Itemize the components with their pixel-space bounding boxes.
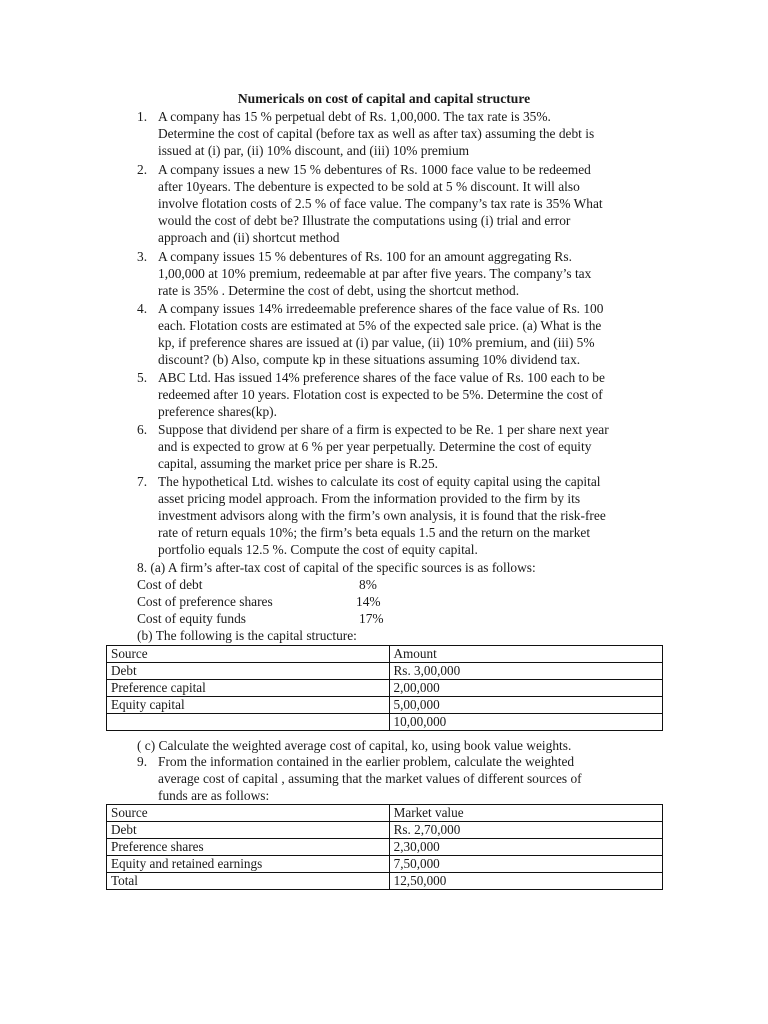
table-row — [107, 680, 663, 697]
question-8-b-text: (b) The following is the capital structure: — [137, 628, 357, 643]
question-9-line-2: average cost of capital , assuming that the market values of different sources of — [158, 771, 582, 786]
table-cell: 5,00,000 — [389, 697, 662, 714]
table-cell: 12,50,000 — [389, 873, 662, 890]
table-cell: Debt — [107, 822, 390, 839]
question-6-line-3: capital, assuming the market price per share is R.25. — [158, 456, 439, 471]
question-2-line-2: after 10years. The debenture is expected to be sold at 5 % discount. It will also — [158, 179, 580, 194]
question-5-number: 5. — [137, 370, 148, 385]
table-header-cell: Source — [107, 805, 390, 822]
question-2-line-4: would the cost of debt be? Illustrate the computations using (i) trial and error — [158, 213, 571, 228]
table-cell: 2,00,000 — [389, 680, 662, 697]
question-1-line-2: Determine the cost of capital (before tax as well as after tax) assuming the debt is — [158, 126, 595, 141]
question-7-line-4: rate of return equals 10%; the firm’s beta equals 1.5 and the return on the market — [158, 525, 591, 540]
table-header-cell: Market value — [389, 805, 662, 822]
question-5-line-3: preference shares(kp). — [158, 404, 277, 419]
cost-of-preference-value: 14% — [356, 594, 381, 609]
question-3-line-1: A company issues 15 % debentures of Rs. 100 for an amount aggregating Rs. — [158, 249, 572, 264]
document-title: Numericals on cost of capital and capital structure — [237, 91, 531, 106]
table-cell: 10,00,000 — [389, 714, 662, 731]
table-cell: Equity capital — [107, 697, 390, 714]
question-4-line-3: kp, if preference shares are issued at (i) par value, (ii) 10% premium, and (iii) 5% — [158, 335, 595, 350]
cost-of-preference-label: Cost of preference shares — [137, 594, 273, 609]
question-9-line-1: From the information contained in the earlier problem, calculate the weighted — [158, 754, 575, 769]
market-value-table — [106, 804, 663, 890]
table-header-cell: Amount — [389, 646, 662, 663]
question-4-number: 4. — [137, 301, 148, 316]
table-cell: Debt — [107, 663, 390, 680]
question-8-intro: 8. (a) A firm’s after-tax cost of capital of the specific sources is as follows: — [137, 560, 536, 575]
table-cell: 2,30,000 — [389, 839, 662, 856]
question-1-line-1: A company has 15 % perpetual debt of Rs. 1,00,000. The tax rate is 35%. — [158, 109, 551, 124]
capital-structure-table — [106, 645, 663, 731]
table-cell: Preference capital — [107, 680, 390, 697]
question-6-line-2: and is expected to grow at 6 % per year perpetually. Determine the cost of equity — [158, 439, 592, 454]
table-cell: Preference shares — [107, 839, 390, 856]
table-cell: Total — [107, 873, 390, 890]
question-6-number: 6. — [137, 422, 148, 437]
table-row — [107, 856, 663, 873]
question-2-line-5: approach and (ii) shortcut method — [158, 230, 340, 245]
table-row — [107, 714, 663, 731]
question-9-line-3: funds are as follows: — [158, 788, 270, 803]
question-5-line-1: ABC Ltd. Has issued 14% preference shares of the face value of Rs. 100 each to be — [158, 370, 605, 385]
table-row — [107, 822, 663, 839]
table-cell: Rs. 3,00,000 — [389, 663, 662, 680]
question-6-line-1: Suppose that dividend per share of a firm is expected to be Re. 1 per share next year — [158, 422, 609, 437]
question-7-line-3: investment advisors along with the firm’s own analysis, it is found that the risk-free — [158, 508, 606, 523]
question-8-c-text: ( c) Calculate the weighted average cost of capital, ko, using book value weights. — [137, 738, 572, 753]
question-2-number: 2. — [137, 162, 148, 177]
question-1-line-3: issued at (i) par, (ii) 10% discount, and (iii) 10% premium — [158, 143, 470, 158]
cost-of-debt-label: Cost of debt — [137, 577, 203, 592]
table-row — [107, 697, 663, 714]
table-cell: Equity and retained earnings — [107, 856, 390, 873]
table-header-row — [107, 646, 663, 663]
table-cell: 7,50,000 — [389, 856, 662, 873]
question-4-line-2: each. Flotation costs are estimated at 5% of the expected sale price. (a) What is the — [158, 318, 602, 333]
question-7-line-1: The hypothetical Ltd. wishes to calculate its cost of equity capital using the capital — [158, 474, 601, 489]
question-3-number: 3. — [137, 249, 148, 264]
table-cell — [107, 714, 390, 731]
question-2-line-3: involve flotation costs of 2.5 % of face value. The company’s tax rate is 35% What — [158, 196, 603, 211]
cost-of-debt-value: 8% — [359, 577, 377, 592]
cost-of-equity-label: Cost of equity funds — [137, 611, 246, 626]
question-9-number: 9. — [137, 754, 148, 769]
question-7-number: 7. — [137, 474, 148, 489]
question-3-line-3: rate is 35% . Determine the cost of debt, using the shortcut method. — [158, 283, 520, 298]
table-row — [107, 873, 663, 890]
table-header-row — [107, 805, 663, 822]
question-7-line-2: asset pricing model approach. From the information provided to the firm by its — [158, 491, 581, 506]
table-header-cell: Source — [107, 646, 390, 663]
question-7-line-5: portfolio equals 12.5 %. Compute the cost of equity capital. — [158, 542, 478, 557]
question-5-line-2: redeemed after 10 years. Flotation cost is expected to be 5%. Determine the cost of — [158, 387, 603, 402]
table-row — [107, 663, 663, 680]
question-4-line-4: discount? (b) Also, compute kp in these situations assuming 10% dividend tax. — [158, 352, 581, 367]
question-4-line-1: A company issues 14% irredeemable preference shares of the face value of Rs. 100 — [158, 301, 604, 316]
question-3-line-2: 1,00,000 at 10% premium, redeemable at par after five years. The company’s tax — [158, 266, 592, 281]
cost-of-equity-value: 17% — [359, 611, 384, 626]
question-1-number: 1. — [137, 109, 148, 124]
question-2-line-1: A company issues a new 15 % debentures of Rs. 1000 face value to be redeemed — [158, 162, 591, 177]
table-row — [107, 839, 663, 856]
table-cell: Rs. 2,70,000 — [389, 822, 662, 839]
